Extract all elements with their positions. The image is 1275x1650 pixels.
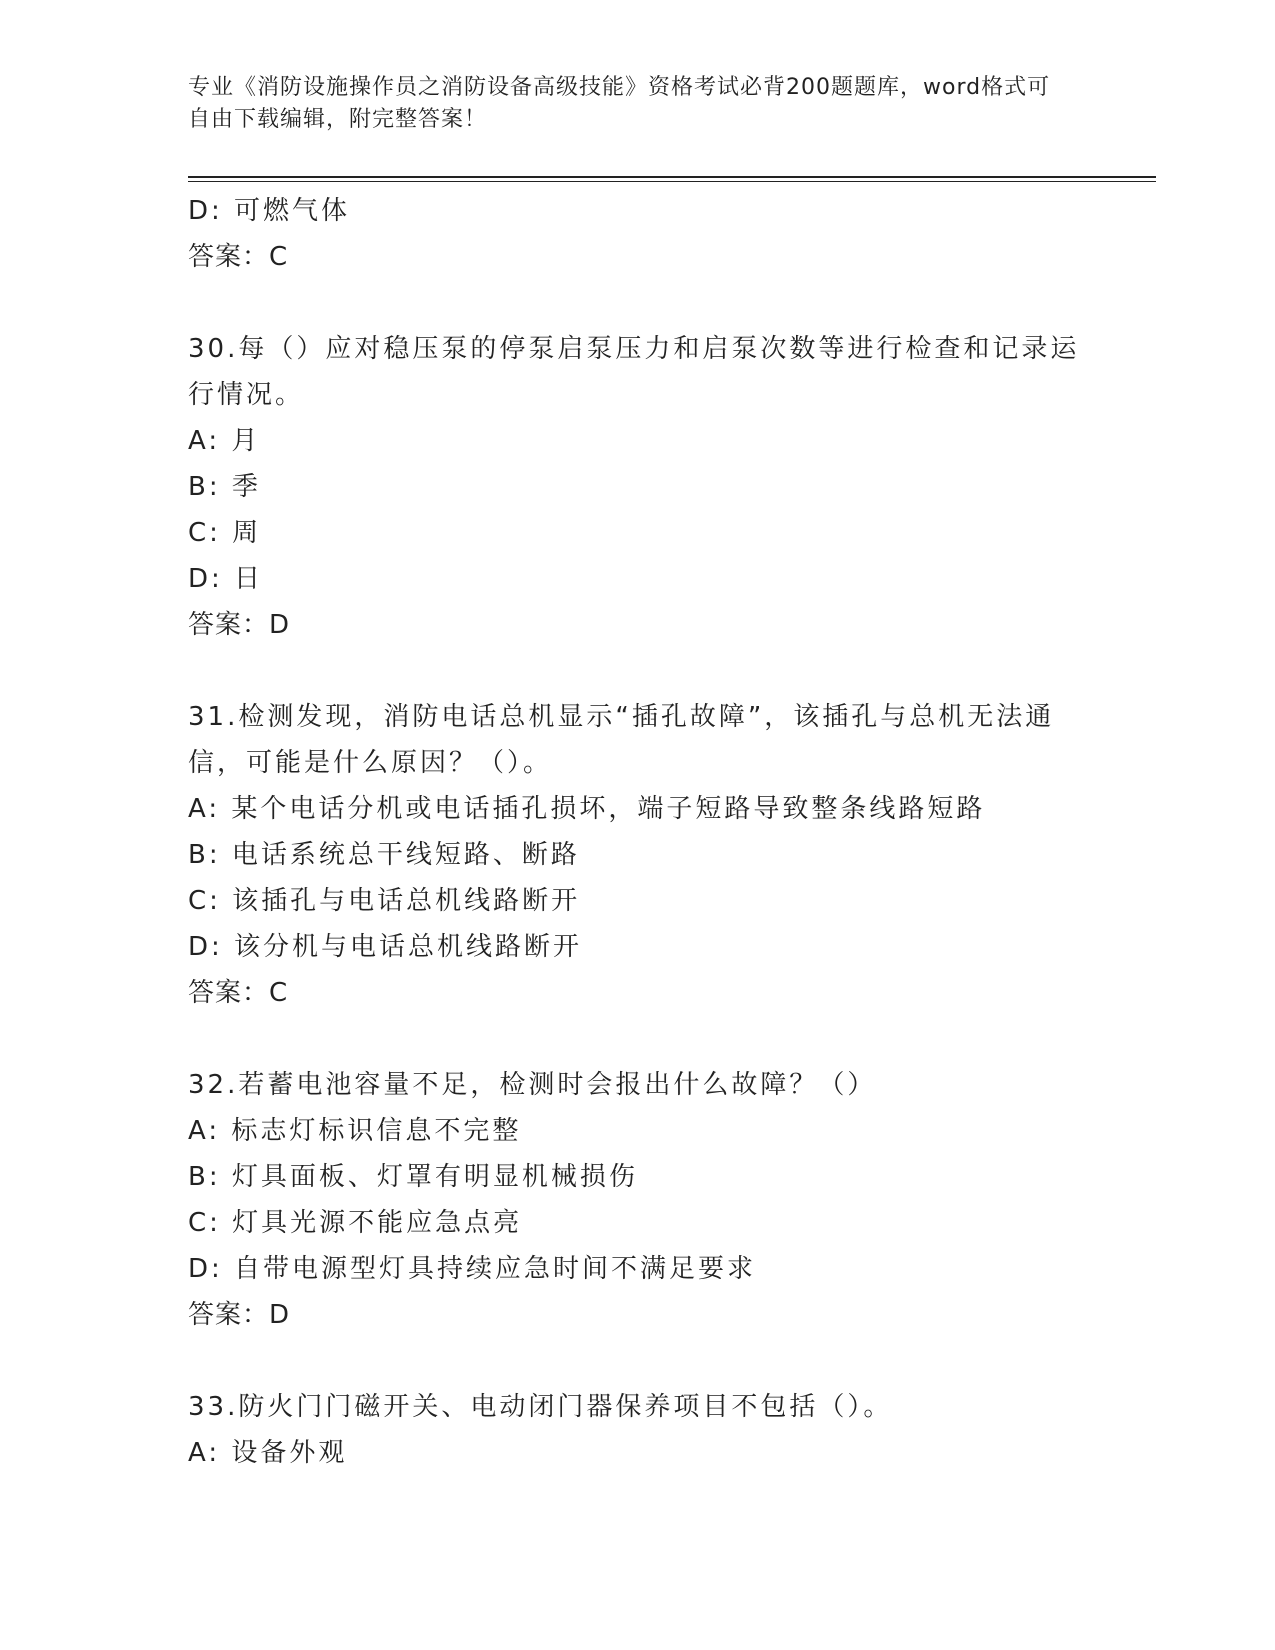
option-b: B: 灯具面板、灯罩有明显机械损伤 xyxy=(188,1162,638,1192)
question-stem: 30.每（）应对稳压泵的停泵启泵压力和启泵次数等进行检查和记录运行情况。 xyxy=(188,334,1080,410)
option-a: A: 月 xyxy=(188,426,261,456)
option-a: A: 标志灯标识信息不完整 xyxy=(188,1116,522,1146)
option-b: B: 季 xyxy=(188,472,261,502)
option-a: A: 设备外观 xyxy=(188,1438,348,1468)
answer: 答案：D xyxy=(188,1300,291,1330)
answer: 答案：C xyxy=(188,242,289,272)
question-list xyxy=(188,188,1088,1476)
option-d: D: 该分机与电话总机线路断开 xyxy=(188,932,583,962)
option-c: C: 该插孔与电话总机线路断开 xyxy=(188,886,581,916)
answer: 答案：D xyxy=(188,610,291,640)
header-rule-thin xyxy=(188,181,1156,182)
document-header: 专业《消防设施操作员之消防设备高级技能》资格考试必背200题题库，word格式可自由下载编辑，附完整答案！ xyxy=(188,75,1051,132)
option-a: A: 某个电话分机或电话插孔损坏，端子短路导致整条线路短路 xyxy=(188,794,986,824)
question-block xyxy=(188,1062,1088,1338)
header-rule-thick xyxy=(188,176,1156,178)
option-c: C: 周 xyxy=(188,518,262,548)
option-d: D: 日 xyxy=(188,564,264,594)
question-block xyxy=(188,1384,1088,1476)
option-b: B: 电话系统总干线短路、断路 xyxy=(188,840,580,870)
question-block xyxy=(188,694,1088,1016)
question-stem: 32.若蓄电池容量不足，检测时会报出什么故障？（） xyxy=(188,1070,877,1100)
option-d: D: 自带电源型灯具持续应急时间不满足要求 xyxy=(188,1254,757,1284)
option-c: C: 灯具光源不能应急点亮 xyxy=(188,1208,523,1238)
option-d: D: 可燃气体 xyxy=(188,196,351,226)
question-stem: 31.检测发现，消防电话总机显示“插孔故障”，该插孔与总机无法通信，可能是什么原因？（）。 xyxy=(188,702,1055,778)
answer: 答案：C xyxy=(188,978,289,1008)
question-block xyxy=(188,326,1088,648)
question-stem: 33.防火门门磁开关、电动闭门器保养项目不包括（）。 xyxy=(188,1392,893,1422)
